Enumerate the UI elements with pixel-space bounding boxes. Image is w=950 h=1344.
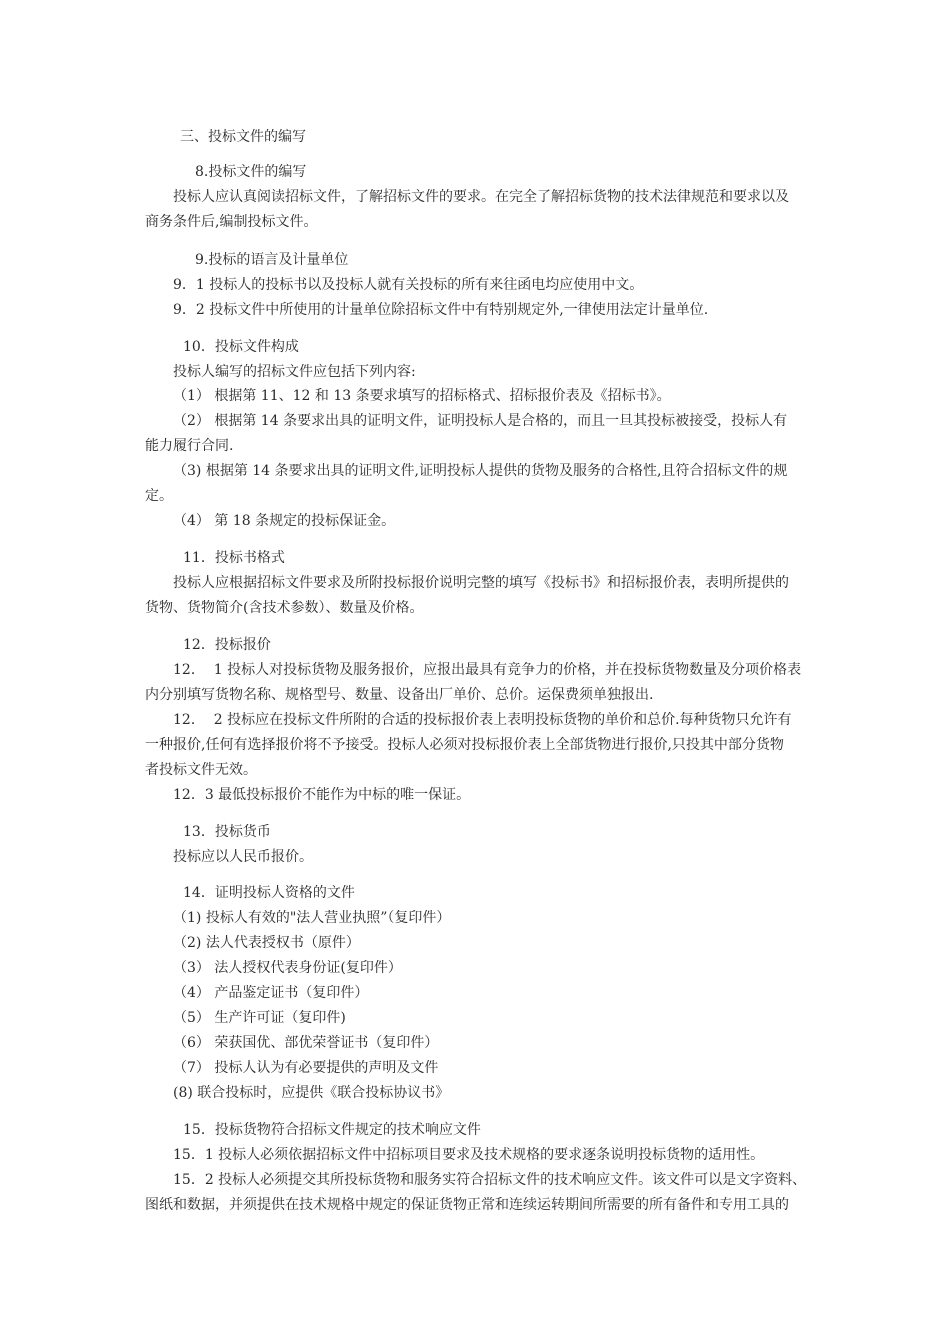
paragraph-line: 货物、货物简介(含技术参数）、数量及价格。 [145, 600, 424, 616]
list-item: （1） 根据第 11、12 和 13 条要求填写的招标格式、招标报价表及《招标书》。 [173, 388, 671, 404]
heading-15: 15．投标货物符合招标文件规定的技术响应文件 [183, 1122, 481, 1138]
list-item: （2） 根据第 14 条要求出具的证明文件，证明投标人是合格的，而且一旦其投标被接受，投标人有 [173, 413, 788, 429]
list-item: （5） 生产许可证（复印件) [173, 1010, 346, 1026]
list-item: （4） 第 18 条规定的投标保证金。 [173, 513, 396, 529]
section-title: 三、投标文件的编写 [180, 129, 306, 145]
list-item: （3) 根据第 14 条要求出具的证明文件,证明投标人提供的货物及服务的合格性,且符合招标文件的规 [173, 463, 788, 479]
paragraph-line: 能力履行合同. [145, 438, 234, 454]
paragraph-line: 15．2 投标人必须提交其所投标货物和服务实符合招标文件的技术响应文件。该文件可以是文字资料、 [173, 1172, 807, 1188]
paragraph-line: 投标人应认真阅读招标文件，了解招标文件的要求。在完全了解招标货物的技术法律规范和要求以及 [173, 189, 789, 205]
list-item: （7） 投标人认为有必要提供的声明及文件 [173, 1060, 439, 1076]
heading-9: 9.投标的语言及计量单位 [195, 252, 349, 268]
paragraph-line: 投标人应根据招标文件要求及所附投标报价说明完整的填写《投标书》和招标报价表，表明所提供的 [173, 575, 789, 591]
heading-8: 8.投标文件的编写 [195, 164, 307, 180]
list-item: （2) 法人代表授权书（原件） [173, 935, 360, 951]
paragraph-line: 投标人编写的招标文件应包括下列内容: [173, 364, 416, 380]
paragraph-line: 9．2 投标文件中所使用的计量单位除招标文件中有特别规定外,一律使用法定计量单位. [173, 302, 709, 318]
list-item: (8) 联合投标时，应提供《联合投标协议书》 [173, 1085, 450, 1101]
list-item: （4） 产品鉴定证书（复印件） [173, 985, 369, 1001]
paragraph-line: 12． 2 投标应在投标文件所附的合适的投标报价表上表明投标货物的单价和总价.每种货物只允许有 [173, 712, 792, 728]
paragraph-line: 商务条件后,编制投标文件。 [145, 214, 318, 230]
paragraph-line: 12．3 最低投标报价不能作为中标的唯一保证。 [173, 787, 471, 803]
list-item: （1) 投标人有效的"法人营业执照”（复印件） [173, 910, 451, 926]
heading-13: 13．投标货币 [183, 824, 271, 840]
paragraph-line: 投标应以人民币报价。 [173, 849, 313, 865]
heading-14: 14．证明投标人资格的文件 [183, 885, 355, 901]
paragraph-line: 定。 [145, 488, 173, 504]
paragraph-line: 12． 1 投标人对投标货物及服务报价，应报出最具有竞争力的价格，并在投标货物数量及分项价格表 [173, 662, 802, 678]
heading-12: 12．投标报价 [183, 637, 271, 653]
list-item: （6） 荣获国优、部优荣誉证书（复印件） [173, 1035, 439, 1051]
paragraph-line: 者投标文件无效。 [145, 762, 257, 778]
heading-10: 10．投标文件构成 [183, 339, 299, 355]
paragraph-line: 图纸和数据，并须提供在技术规格中规定的保证货物正常和连续运转期间所需要的所有备件和专用工具的 [145, 1197, 789, 1213]
list-item: （3） 法人授权代表身份证(复印件） [173, 960, 402, 976]
paragraph-line: 内分别填写货物名称、规格型号、数量、设备出厂单价、总价。运保费须单独报出. [145, 687, 654, 703]
paragraph-line: 15．1 投标人必须依据招标文件中招标项目要求及技术规格的要求逐条说明投标货物的适用性。 [173, 1147, 765, 1163]
heading-11: 11．投标书格式 [183, 550, 285, 566]
paragraph-line: 9．1 投标人的投标书以及投标人就有关投标的所有来往函电均应使用中文。 [173, 277, 644, 293]
paragraph-line: 一种报价,任何有选择报价将不予接受。投标人必须对投标报价表上全部货物进行报价,只投其中部分货物 [145, 737, 784, 753]
